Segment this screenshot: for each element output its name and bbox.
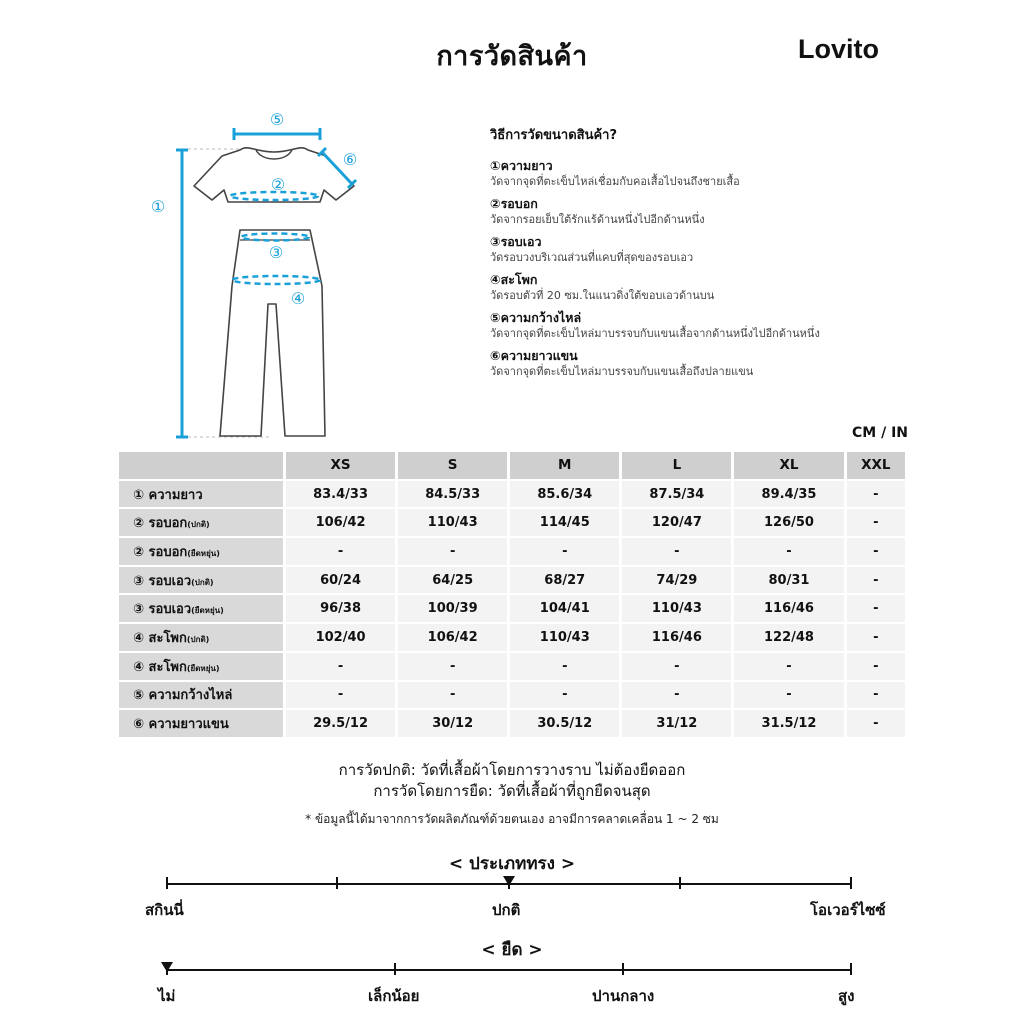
row-label-text: ① ความยาว: [133, 487, 203, 503]
table-cell: 80/31: [734, 567, 843, 594]
guide-item-title: ⑥ความยาวแขน: [490, 348, 578, 363]
table-row: [119, 710, 905, 737]
table-cell: -: [847, 624, 905, 651]
garment-measurement-diagram: [140, 108, 380, 448]
brand-logo: Lovito: [798, 34, 879, 64]
size-header: XXL: [847, 452, 905, 479]
table-cell: -: [398, 653, 507, 680]
table-cell: 106/42: [286, 509, 395, 536]
fit-tick: [850, 877, 852, 889]
unit-label: CM / IN: [852, 425, 908, 441]
table-cell: -: [286, 653, 395, 680]
stretch-tick: [850, 963, 852, 975]
table-cell: -: [398, 682, 507, 709]
table-cell: -: [286, 682, 395, 709]
table-cell: 68/27: [510, 567, 619, 594]
table-cell: 31/12: [622, 710, 731, 737]
row-label-sub: (ยืดหยุ่น): [187, 548, 220, 558]
size-table: [116, 450, 908, 739]
table-cell: 60/24: [286, 567, 395, 594]
table-header-row: [119, 452, 905, 479]
size-header: S: [398, 452, 507, 479]
row-label-sub: (ยืดหยุ่น): [186, 663, 220, 673]
stretch-selected-marker: [161, 962, 173, 972]
table-cell: 83.4/33: [286, 481, 395, 508]
table-cell: 30/12: [398, 710, 507, 737]
row-label-text: ⑥ ความยาวแขน: [133, 717, 229, 733]
table-cell: -: [847, 710, 905, 737]
guide-item: [490, 271, 910, 304]
row-label: [119, 481, 283, 508]
fit-tick: [679, 877, 681, 889]
guide-item-desc: วัดจากจุดที่ตะเข็บไหล่มาบรรจบกับแขนเสื้อจากด้านหนึ่งไปอีกด้านหนึ่ง: [490, 327, 820, 340]
guide-item-desc: วัดจากจุดที่ตะเข็บไหล่มาบรรจบกับแขนเสื้อถึงปลายแขน: [490, 365, 754, 378]
row-label: [119, 653, 283, 680]
fit-title: < ประเภททรง >: [448, 854, 576, 874]
page-title: การวัดสินค้า: [436, 41, 588, 72]
table-row: [119, 538, 905, 565]
table-row: [119, 624, 905, 651]
row-label-text: ⑤ ความกว้างไหล่: [133, 688, 233, 704]
table-cell: 31.5/12: [734, 710, 843, 737]
guide-item-title: ②รอบอก: [490, 196, 538, 211]
note-stretch: การวัดโดยการยืด: วัดที่เสื้อผ้าที่ถูกยืดจนสุด: [373, 782, 651, 800]
row-label-text: ② รอบอก: [133, 544, 188, 560]
table-row: [119, 653, 905, 680]
table-cell: -: [847, 653, 905, 680]
table-cell: -: [622, 682, 731, 709]
row-label: [119, 538, 283, 565]
row-label: [119, 682, 283, 709]
table-cell: -: [398, 538, 507, 565]
row-label-text: ③ รอบเอว: [133, 573, 192, 589]
guide-item-desc: วัดรอบตัวที่ 20 ซม.ในแนวดิ่งใต้ขอบเอวด้านบน: [490, 289, 715, 302]
label-3: ③: [268, 243, 284, 262]
stretch-label: ไม่: [158, 987, 176, 1005]
table-cell: 104/41: [510, 595, 619, 622]
table-cell: 100/39: [398, 595, 507, 622]
table-cell: -: [847, 595, 905, 622]
table-cell: -: [734, 538, 843, 565]
row-label: [119, 567, 283, 594]
table-row: [119, 509, 905, 536]
size-header: L: [622, 452, 731, 479]
stretch-scale-bar: [168, 969, 850, 971]
table-cell: 110/43: [398, 509, 507, 536]
guide-item-desc: วัดรอบวงบริเวณส่วนที่แคบที่สุดของรอบเอว: [490, 251, 694, 264]
row-label: [119, 710, 283, 737]
table-cell: 30.5/12: [510, 710, 619, 737]
fit-label: ปกติ: [492, 901, 521, 919]
stretch-label: เล็กน้อย: [368, 987, 420, 1005]
table-cell: 64/25: [398, 567, 507, 594]
table-corner: [119, 452, 283, 479]
stretch-tick: [394, 963, 396, 975]
row-label-text: ② รอบอก: [133, 516, 188, 532]
measurement-notes: [0, 760, 1024, 829]
size-header: M: [510, 452, 619, 479]
row-label: [119, 509, 283, 536]
table-cell: -: [622, 538, 731, 565]
table-cell: 110/43: [510, 624, 619, 651]
table-cell: -: [622, 653, 731, 680]
label-1: ①: [150, 197, 166, 216]
row-label: [119, 624, 283, 651]
label-5: ⑤: [269, 110, 285, 129]
guide-item-title: ③รอบเอว: [490, 234, 542, 249]
size-header: XL: [734, 452, 843, 479]
stretch-label: ปานกลาง: [592, 987, 655, 1005]
table-cell: 110/43: [622, 595, 731, 622]
table-cell: 84.5/33: [398, 481, 507, 508]
table-cell: 126/50: [734, 509, 843, 536]
table-cell: 89.4/35: [734, 481, 843, 508]
table-cell: 85.6/34: [510, 481, 619, 508]
table-cell: -: [847, 481, 905, 508]
row-label-text: ④ สะโพก: [133, 659, 187, 675]
measurement-guide: [490, 124, 910, 385]
fit-tick: [166, 877, 168, 889]
table-cell: -: [734, 682, 843, 709]
table-row: [119, 481, 905, 508]
guide-title: วิธีการวัดขนาดสินค้า?: [490, 128, 618, 143]
guide-item: [490, 233, 910, 266]
table-cell: -: [847, 567, 905, 594]
stretch-label: สูง: [838, 987, 855, 1005]
fit-tick: [336, 877, 338, 889]
table-cell: -: [847, 509, 905, 536]
guide-item: [490, 157, 910, 190]
label-4: ④: [290, 289, 306, 308]
table-cell: 116/46: [734, 595, 843, 622]
row-label: [119, 595, 283, 622]
table-cell: -: [510, 653, 619, 680]
table-row: [119, 595, 905, 622]
label-2: ②: [270, 175, 286, 194]
table-cell: 106/42: [398, 624, 507, 651]
label-6: ⑥: [342, 150, 358, 169]
table-cell: -: [847, 538, 905, 565]
table-cell: -: [847, 682, 905, 709]
row-label-sub: (ปกติ): [186, 634, 210, 644]
guide-item-desc: วัดจากจุดที่ตะเข็บไหล่เชื่อมกับคอเสื้อไปจนถึงชายเสื้อ: [490, 175, 740, 188]
guide-item-title: ④สะโพก: [490, 272, 538, 287]
table-cell: 87.5/34: [622, 481, 731, 508]
table-cell: 96/38: [286, 595, 395, 622]
fit-label: โอเวอร์ไซซ์: [810, 901, 886, 919]
fit-label: สกินนี่: [145, 901, 184, 919]
note-normal: การวัดปกติ: วัดที่เสื้อผ้าโดยการวางราบ ไม่ต้องยืดออก: [338, 761, 686, 779]
guide-item-title: ①ความยาว: [490, 158, 553, 173]
size-header: XS: [286, 452, 395, 479]
table-cell: -: [510, 682, 619, 709]
row-label-sub: (ยืดหยุ่น): [191, 606, 224, 616]
table-cell: 120/47: [622, 509, 731, 536]
row-label-sub: (ปกติ): [187, 520, 210, 530]
stretch-title: < ยืด >: [481, 940, 543, 960]
table-cell: 122/48: [734, 624, 843, 651]
note-disclaimer: * ข้อมูลนี้ได้มาจากการวัดผลิตภัณฑ์ด้วยตนเอง อาจมีการคลาดเคลื่อน 1 ~ 2 ซม: [305, 812, 719, 826]
table-cell: 102/40: [286, 624, 395, 651]
stretch-tick: [622, 963, 624, 975]
row-label-sub: (ปกติ): [191, 577, 214, 587]
guide-item: [490, 309, 910, 342]
table-cell: 114/45: [510, 509, 619, 536]
fit-selected-marker: [503, 876, 515, 886]
row-label-text: ③ รอบเอว: [133, 602, 192, 618]
table-row: [119, 567, 905, 594]
table-cell: 29.5/12: [286, 710, 395, 737]
table-cell: -: [286, 538, 395, 565]
table-cell: 116/46: [622, 624, 731, 651]
table-cell: -: [510, 538, 619, 565]
table-row: [119, 682, 905, 709]
row-label-text: ④ สะโพก: [133, 630, 187, 646]
guide-item: [490, 347, 910, 380]
guide-item-title: ⑤ความกว้างไหล่: [490, 310, 582, 325]
guide-item-desc: วัดจากรอยเย็บใต้รักแร้ด้านหนึ่งไปอีกด้านหนึ่ง: [490, 213, 705, 226]
table-cell: 74/29: [622, 567, 731, 594]
table-cell: -: [734, 653, 843, 680]
stretch-scale: [164, 963, 854, 1003]
guide-item: [490, 195, 910, 228]
